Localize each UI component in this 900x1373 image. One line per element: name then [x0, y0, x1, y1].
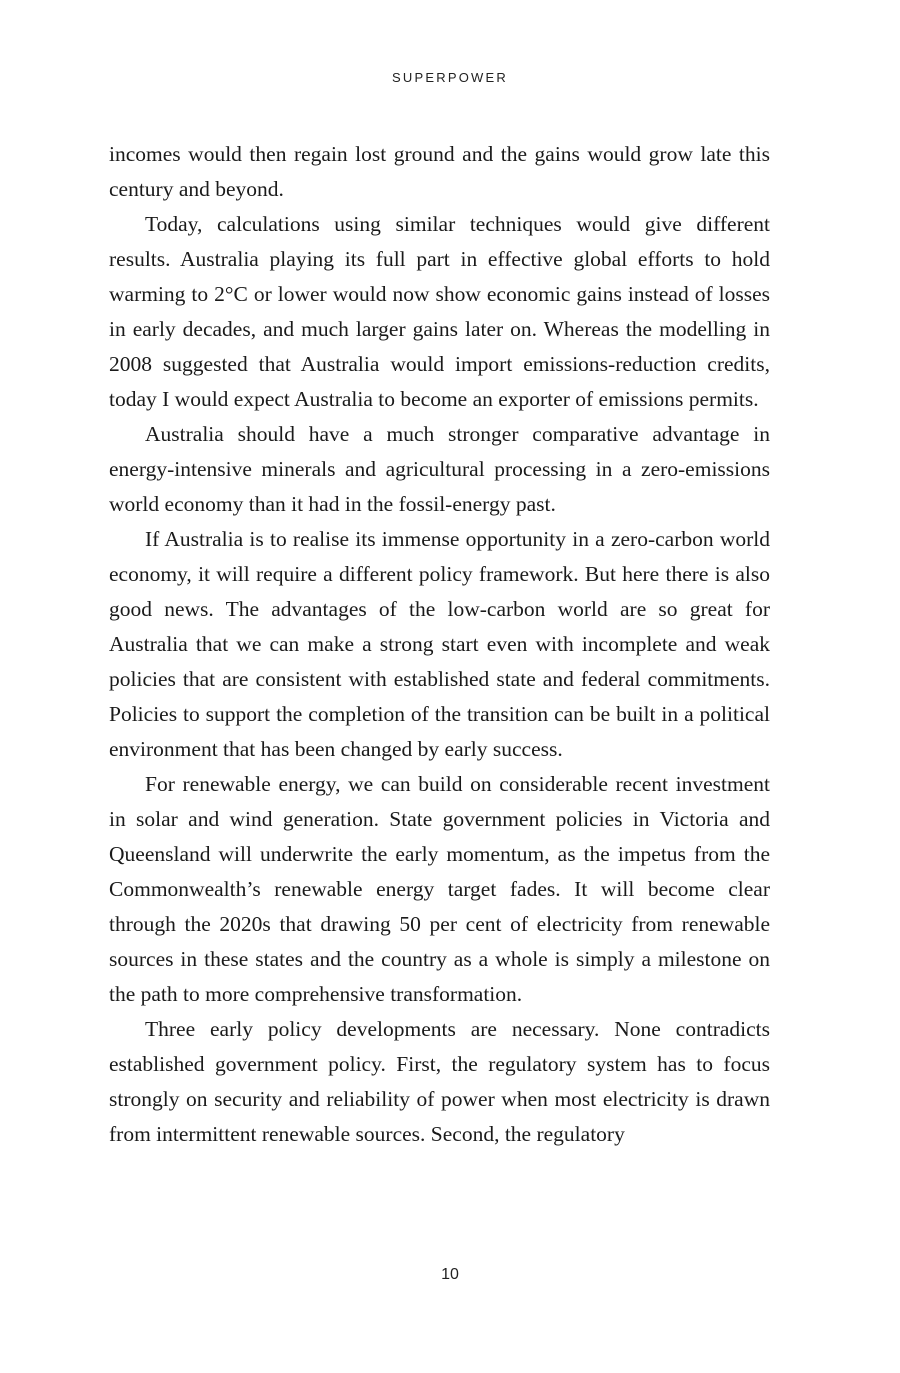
paragraph: Three early policy developments are necessary. None contradicts established government policy. First, the regulatory system has to focus strongly on security and reliability of power when most electricity is drawn from intermittent renewable sources. Second, the regulatory — [109, 1017, 770, 1146]
paragraph: incomes would then regain lost ground and the gains would grow late this century and beyond. — [109, 142, 770, 201]
paragraph: For renewable energy, we can build on considerable recent investment in solar and wind generation. State government policies in Victoria and Queensland will underwrite the early momentum, as the impetus from the Commonwealth’s renewable energy target fades. It will become clear through the 2020s that drawing 50 per cent of electricity from renewable sources in these states and the country as a whole is simply a milestone on the path to more comprehensive transformation. — [109, 772, 770, 1006]
body-text — [109, 137, 770, 1152]
paragraph: Today, calculations using similar techniques would give different results. Australia playing its full part in effective global efforts to hold warming to 2°C or lower would now show economic gains instead of losses in early decades, and much larger gains later on. Whereas the modelling in 2008 suggested that Australia would import emissions-reduction credits, today I would expect Australia to become an exporter of emissions permits. — [109, 212, 770, 411]
paragraph: If Australia is to realise its immense opportunity in a zero-carbon world economy, it will require a different policy framework. But here there is also good news. The advantages of the low-carbon world are so great for Australia that we can make a strong start even with incomplete and weak policies that are consistent with established state and federal commitments. Policies to support the completion of the transition can be built in a political environment that has been changed by early success. — [109, 527, 770, 761]
running-head: SUPERPOWER — [392, 70, 508, 85]
paragraph: Australia should have a much stronger comparative advantage in energy-intensive minerals and agricultural processing in a zero-emissions world economy than it had in the fossil-energy past. — [109, 422, 770, 516]
page-number: 10 — [441, 1266, 459, 1283]
